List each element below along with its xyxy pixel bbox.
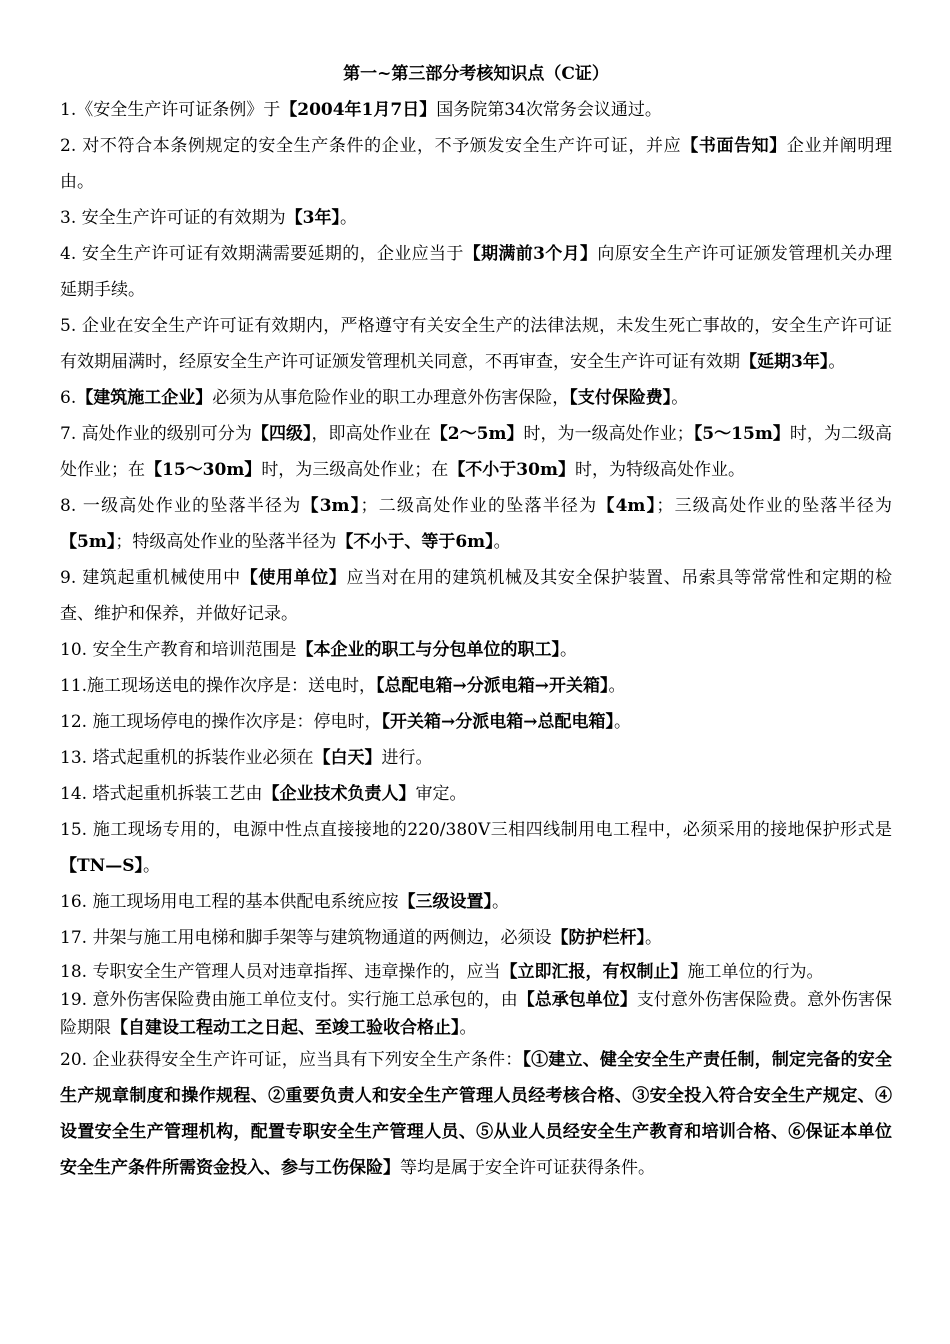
key-answer: 【15～30m】 xyxy=(145,460,262,480)
point-text: 16. 施工现场用电工程的基本供配电系统应按 xyxy=(60,892,399,912)
knowledge-point-6 xyxy=(60,380,892,416)
key-answer: 【期满前3个月】 xyxy=(463,244,598,264)
knowledge-point-11 xyxy=(60,668,892,704)
point-text: 。 xyxy=(613,712,631,732)
key-answer: 【4m】 xyxy=(597,496,657,516)
point-text: 等均是属于安全许可证获得条件。 xyxy=(400,1158,655,1178)
point-text: 10. 安全生产教育和培训范围是 xyxy=(60,640,297,660)
knowledge-point-3 xyxy=(60,200,892,236)
point-text: 3. 安全生产许可证的有效期为 xyxy=(60,208,286,228)
knowledge-point-5 xyxy=(60,308,892,380)
point-text: ；二级高处作业的坠落半径为 xyxy=(360,496,598,516)
key-answer: 【开关箱→分派电箱→总配电箱】 xyxy=(381,712,614,732)
point-text: 。 xyxy=(608,676,626,696)
point-text: 13. 塔式起重机的拆装作业必须在 xyxy=(60,748,314,768)
point-text: 8. 一级高处作业的坠落半径为 xyxy=(60,496,302,516)
point-text: ；三级高处作业的坠落半径为 xyxy=(656,496,892,516)
point-text: 支付意外伤害保险费。意外伤害保险期限 xyxy=(60,990,893,1038)
key-answer: 【立即汇报，有权制止】 xyxy=(500,962,688,982)
point-text: 进行。 xyxy=(381,748,433,768)
point-text: 。 xyxy=(493,532,511,552)
key-answer: 【书面告知】 xyxy=(681,136,787,156)
point-text: 20. 企业获得安全生产许可证，应当具有下列安全生产条件： xyxy=(60,1050,523,1070)
point-text: 6. xyxy=(60,388,77,408)
point-text: 11.施工现场送电的操作次序是：送电时， xyxy=(60,676,377,696)
point-text: 9. 建筑起重机械使用中 xyxy=(60,568,241,588)
point-text: 企业并阐明理由。 xyxy=(60,136,893,192)
point-text: 。 xyxy=(828,352,846,372)
point-text: 。 xyxy=(644,928,662,948)
key-answer: 【3年】 xyxy=(285,208,340,228)
knowledge-point-12 xyxy=(60,704,892,740)
knowledge-point-7 xyxy=(60,416,892,488)
point-text: 4. 安全生产许可证有效期满需要延期的，企业应当于 xyxy=(60,244,464,264)
point-text: ，即高处作业在 xyxy=(311,424,431,444)
key-answer: 【2～5m】 xyxy=(430,424,524,444)
knowledge-point-4 xyxy=(60,236,892,308)
knowledge-point-9 xyxy=(60,560,892,632)
point-text: 15. 施工现场专用的，电源中性点直接接地的220/380V三相四线制用电工程中，必须采用的接地保护形式是 xyxy=(60,820,892,840)
point-text: 必须为从事危险作业的职工办理意外伤害保险， xyxy=(212,388,570,408)
knowledge-point-10 xyxy=(60,632,892,668)
knowledge-point-14 xyxy=(60,776,892,812)
knowledge-point-20 xyxy=(60,1042,892,1186)
point-text: 5. 企业在安全生产许可证有效期内，严格遵守有关安全生产的法律法规，未发生死亡事故的，安全生产许可证有效期届满时，经原安全生产许可证颁发管理机关同意，不再审查，安全生产许可证有效期 xyxy=(60,316,892,372)
point-text: 14. 塔式起重机拆装工艺由 xyxy=(60,784,263,804)
key-answer: 【3m】 xyxy=(301,496,361,516)
point-text: 施工单位的行为。 xyxy=(687,962,824,982)
key-answer: 【TN—S】 xyxy=(60,856,143,876)
key-answer: 【2004年1月7日】 xyxy=(280,100,437,120)
point-text: 1.《安全生产许可证条例》于 xyxy=(60,100,281,120)
knowledge-point-16 xyxy=(60,884,892,920)
key-answer: 【建筑施工企业】 xyxy=(76,388,213,408)
point-text: 12. 施工现场停电的操作次序是：停电时， xyxy=(60,712,382,732)
point-text: 17. 井架与施工用电梯和脚手架等与建筑物通道的两侧边，必须设 xyxy=(60,928,552,948)
knowledge-point-1 xyxy=(60,92,892,128)
knowledge-points-list xyxy=(60,92,892,1186)
point-text: 时，为特级高处作业。 xyxy=(574,460,745,480)
point-text: 。 xyxy=(491,892,509,912)
point-text: 2. 对不符合本条例规定的安全生产条件的企业，不予颁发安全生产许可证，并应 xyxy=(60,136,682,156)
key-answer: 【延期3年】 xyxy=(740,352,829,372)
key-answer: 【总配电箱→分派电箱→开关箱】 xyxy=(376,676,609,696)
point-text: 应当对在用的建筑机械及其安全保护装置、吊索具等常常性和定期的检查、维护和保养，并做好记录。 xyxy=(60,568,893,624)
point-text: ；特级高处作业的坠落半径为 xyxy=(115,532,337,552)
point-text: 国务院第34次常务会议通过。 xyxy=(436,100,662,120)
key-answer: 【使用单位】 xyxy=(240,568,347,588)
knowledge-point-15 xyxy=(60,812,892,884)
knowledge-point-17 xyxy=(60,920,892,956)
point-text: 7. 高处作业的级别可分为 xyxy=(60,424,252,444)
point-text: 18. 专职安全生产管理人员对违章指挥、违章操作的，应当 xyxy=(60,962,501,982)
key-answer: 【不小于、等于6m】 xyxy=(336,532,494,552)
key-answer: 【四级】 xyxy=(251,424,312,444)
knowledge-point-18 xyxy=(60,958,892,986)
key-answer: 【5m】 xyxy=(60,532,116,552)
point-text: 。 xyxy=(559,640,577,660)
key-answer: 【防护栏杆】 xyxy=(551,928,645,948)
point-text: 19. 意外伤害保险费由施工单位支付。实行施工总承包的，由 xyxy=(60,990,518,1010)
page-title: 第一~第三部分考核知识点（C证） xyxy=(343,64,609,84)
point-text: 。 xyxy=(671,388,689,408)
point-text: 向原安全生产许可证颁发管理机关办理延期手续。 xyxy=(60,244,893,300)
key-answer: 【①建立、健全安全生产责任制，制定完备的安全生产规章制度和操作规程、②重要负责人和安全生产管理人员经考核合格、③安全投入符合安全生产规定、④设置安全生产管理机构，配置专职安全生产管理人员、⑤从业人员经安全生产教育和培训合格、⑥保证本单位安全生产条件所需资金投入、参与工伤保险】 xyxy=(60,1050,892,1178)
key-answer: 【不小于30m】 xyxy=(448,460,575,480)
key-answer: 【支付保险费】 xyxy=(569,388,672,408)
key-answer: 【5～15m】 xyxy=(693,424,790,444)
point-text: 时，为二级高处作业；在 xyxy=(60,424,893,480)
point-text: 审定。 xyxy=(415,784,467,804)
knowledge-point-8 xyxy=(60,488,892,560)
point-text: 时，为一级高处作业； xyxy=(523,424,694,444)
point-text: 。 xyxy=(339,208,357,228)
point-text: 。 xyxy=(459,1018,477,1038)
point-text: 。 xyxy=(142,856,160,876)
knowledge-point-13 xyxy=(60,740,892,776)
knowledge-point-19 xyxy=(60,986,892,1042)
key-answer: 【自建设工程动工之日起、至竣工验收合格止】 xyxy=(111,1018,460,1038)
key-answer: 【企业技术负责人】 xyxy=(262,784,416,804)
key-answer: 【白天】 xyxy=(313,748,382,768)
key-answer: 【总承包单位】 xyxy=(517,990,637,1010)
key-answer: 【三级设置】 xyxy=(398,892,492,912)
point-text: 时，为三级高处作业；在 xyxy=(261,460,449,480)
knowledge-point-2 xyxy=(60,128,892,200)
key-answer: 【本企业的职工与分包单位的职工】 xyxy=(296,640,560,660)
